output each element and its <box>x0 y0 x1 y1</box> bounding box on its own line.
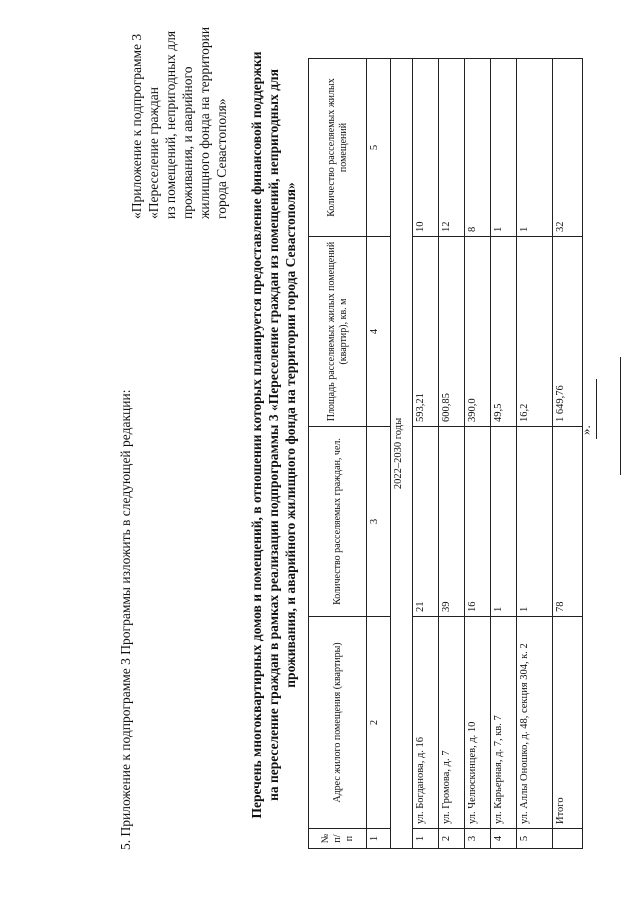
column-number: 2 <box>367 617 391 829</box>
signature-line <box>596 379 597 439</box>
table-row <box>465 59 491 849</box>
table-row <box>413 59 439 849</box>
area-cell: 49,5 <box>491 237 517 427</box>
appendix-line: жилищного фонда на территории <box>197 26 212 219</box>
header-cell: Количество расселяемых жилых помещений <box>309 59 367 237</box>
address-cell: ул. Челюскинцев, д. 10 <box>465 617 491 829</box>
appendix-line: города Севастополя» <box>214 98 229 219</box>
row-number: 5 <box>517 829 553 849</box>
premises-cell: 12 <box>439 59 465 237</box>
premises-cell: 1 <box>491 59 517 237</box>
appendix-line: из помещений, непригодных для <box>163 30 178 219</box>
closing-quote: ». <box>578 425 593 435</box>
row-number: 1 <box>413 829 439 849</box>
premises-cell: 1 <box>517 59 553 237</box>
area-cell: 390,0 <box>465 237 491 427</box>
row-number: 4 <box>491 829 517 849</box>
address-cell: ул. Богданова, д. 16 <box>413 617 439 829</box>
area-cell: 16,2 <box>517 237 553 427</box>
total-row <box>553 59 583 849</box>
signature-line <box>620 357 621 475</box>
column-number: 5 <box>367 59 391 237</box>
total-area: 1 649,76 <box>553 237 583 427</box>
total-premises: 32 <box>553 59 583 237</box>
header-cell: Площадь расселяемых жилых помещений (квартир), кв. м <box>309 237 367 427</box>
area-cell: 593,21 <box>413 237 439 427</box>
residents-cell: 1 <box>517 427 553 617</box>
table-heading: Перечень многоквартирных домов и помещений, в отношении которых планируется предоставление финансовой поддержки на переселение граждан в рамках реализации подпрограммы 3 «Переселение граждан из помещений, непригодных для проживания, и аварийного жилищного фонда на территории города Севастополя» <box>249 51 298 819</box>
appendix-line: «Приложение к подпрограмме 3 <box>129 33 144 219</box>
appendix-line: проживания, и аварийного <box>180 66 195 219</box>
table-row <box>517 59 553 849</box>
address-cell: ул. Громова, д. 7 <box>439 617 465 829</box>
table-row <box>439 59 465 849</box>
column-number: 3 <box>367 427 391 617</box>
premises-cell: 8 <box>465 59 491 237</box>
intro-paragraph: 5. Приложение к подпрограмме 3 Программы изложить в следующей редакции: <box>118 389 133 850</box>
header-row <box>309 59 367 849</box>
residents-cell: 16 <box>465 427 491 617</box>
appendix-line: «Переселение граждан <box>146 87 161 219</box>
period-row <box>391 59 413 849</box>
header-cell: № п/п <box>309 829 367 849</box>
residents-cell: 39 <box>439 427 465 617</box>
total-label: Итого <box>553 617 583 829</box>
column-number: 4 <box>367 237 391 427</box>
column-number: 1 <box>367 829 391 849</box>
residents-cell: 21 <box>413 427 439 617</box>
address-cell: ул. Карьерная, д. 7, кв. 7 <box>491 617 517 829</box>
premises-cell: 10 <box>413 59 439 237</box>
total-residents: 78 <box>553 427 583 617</box>
area-cell: 600,85 <box>439 237 465 427</box>
header-cell: Количество расселяемых граждан, чел. <box>309 427 367 617</box>
column-number-row <box>367 59 391 849</box>
total-blank <box>553 829 583 849</box>
row-number: 2 <box>439 829 465 849</box>
resettlement-table <box>308 58 583 849</box>
address-cell: ул. Аллы Оношко, д. 48, секция 304, к. 2 <box>517 617 553 829</box>
residents-cell: 1 <box>491 427 517 617</box>
header-cell: Адрес жилого помещения (квартиры) <box>309 617 367 829</box>
table-row <box>491 59 517 849</box>
period-label: 2022–2030 годы <box>391 59 413 849</box>
row-number: 3 <box>465 829 491 849</box>
appendix-caption <box>128 0 230 219</box>
